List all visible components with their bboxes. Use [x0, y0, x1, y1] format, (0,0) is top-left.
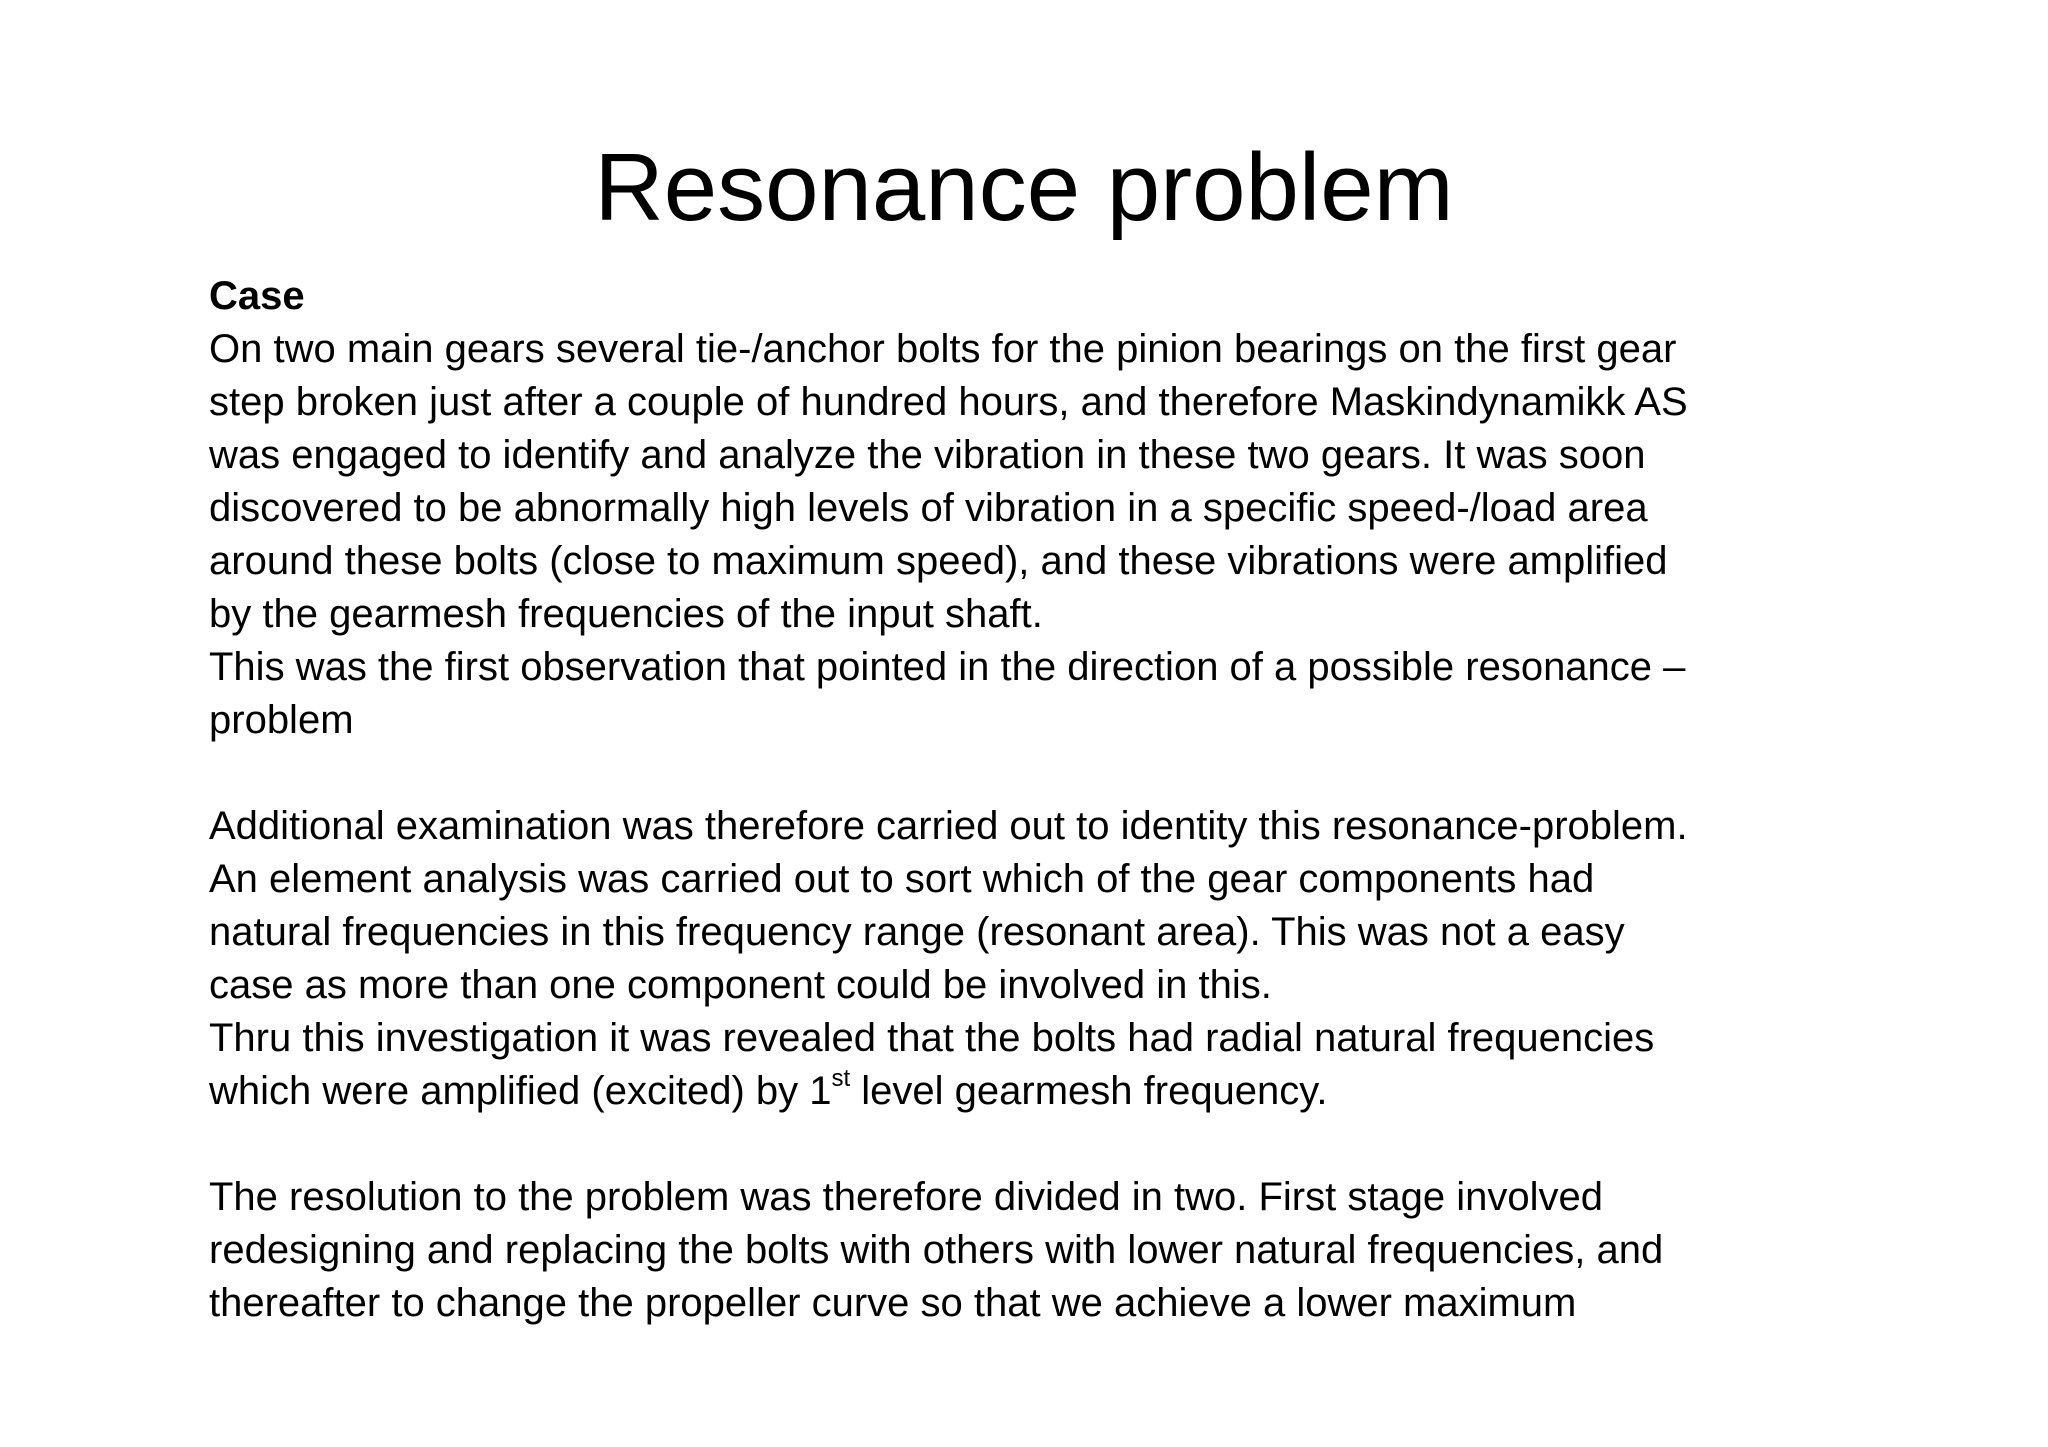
paragraph4-line-2: redesigning and replacing the bolts with others with lower natural frequencies, and [209, 1228, 1664, 1272]
line6-text-before: which were amplified (excited) by 1 [209, 1069, 832, 1113]
paragraph3-line-1: Additional examination was therefore carried out to identity this resonance-problem. [209, 804, 1688, 848]
spacer [209, 747, 2009, 800]
case-heading: Case [209, 274, 305, 318]
paragraph1-line-6: by the gearmesh frequencies of the input shaft. [209, 592, 1043, 636]
paragraph3-line-5: Thru this investigation it was revealed that the bolts had radial natural frequencies [209, 1016, 1655, 1060]
slide-title: Resonance problem [594, 134, 1454, 241]
paragraph1-line-3: was engaged to identify and analyze the vibration in these two gears. It was soon [209, 433, 1646, 477]
paragraph3-line-4: case as more than one component could be involved in this. [209, 963, 1272, 1007]
paragraph3-line-2: An element analysis was carried out to sort which of the gear components had [209, 857, 1595, 901]
paragraph4-line-1: The resolution to the problem was therefore divided in two. First stage involved [209, 1175, 1604, 1219]
spacer [209, 1118, 2009, 1171]
paragraph3-line-3: natural frequencies in this frequency range (resonant area). This was not a easy [209, 910, 1625, 954]
paragraph1-line-2: step broken just after a couple of hundred hours, and therefore Maskindynamikk AS [209, 380, 1688, 424]
paragraph1-line-5: around these bolts (close to maximum speed), and these vibrations were amplified [209, 539, 1668, 583]
paragraph3-line-6 [209, 1065, 2009, 1118]
line6-text-after: level gearmesh frequency. [850, 1069, 1328, 1113]
ordinal-superscript: st [831, 1065, 851, 1092]
paragraph2-line-2: problem [209, 698, 354, 742]
paragraph2-line-1: This was the first observation that pointed in the direction of a possible resonance – [209, 645, 1686, 689]
paragraph1-line-4: discovered to be abnormally high levels of vibration in a specific speed-/load area [209, 486, 1648, 530]
paragraph4-line-3: thereafter to change the propeller curve so that we achieve a lower maximum [209, 1281, 1577, 1325]
paragraph1-line-1: On two main gears several tie-/anchor bolts for the pinion bearings on the first gear [209, 327, 1677, 371]
slide-body [209, 270, 2009, 1330]
